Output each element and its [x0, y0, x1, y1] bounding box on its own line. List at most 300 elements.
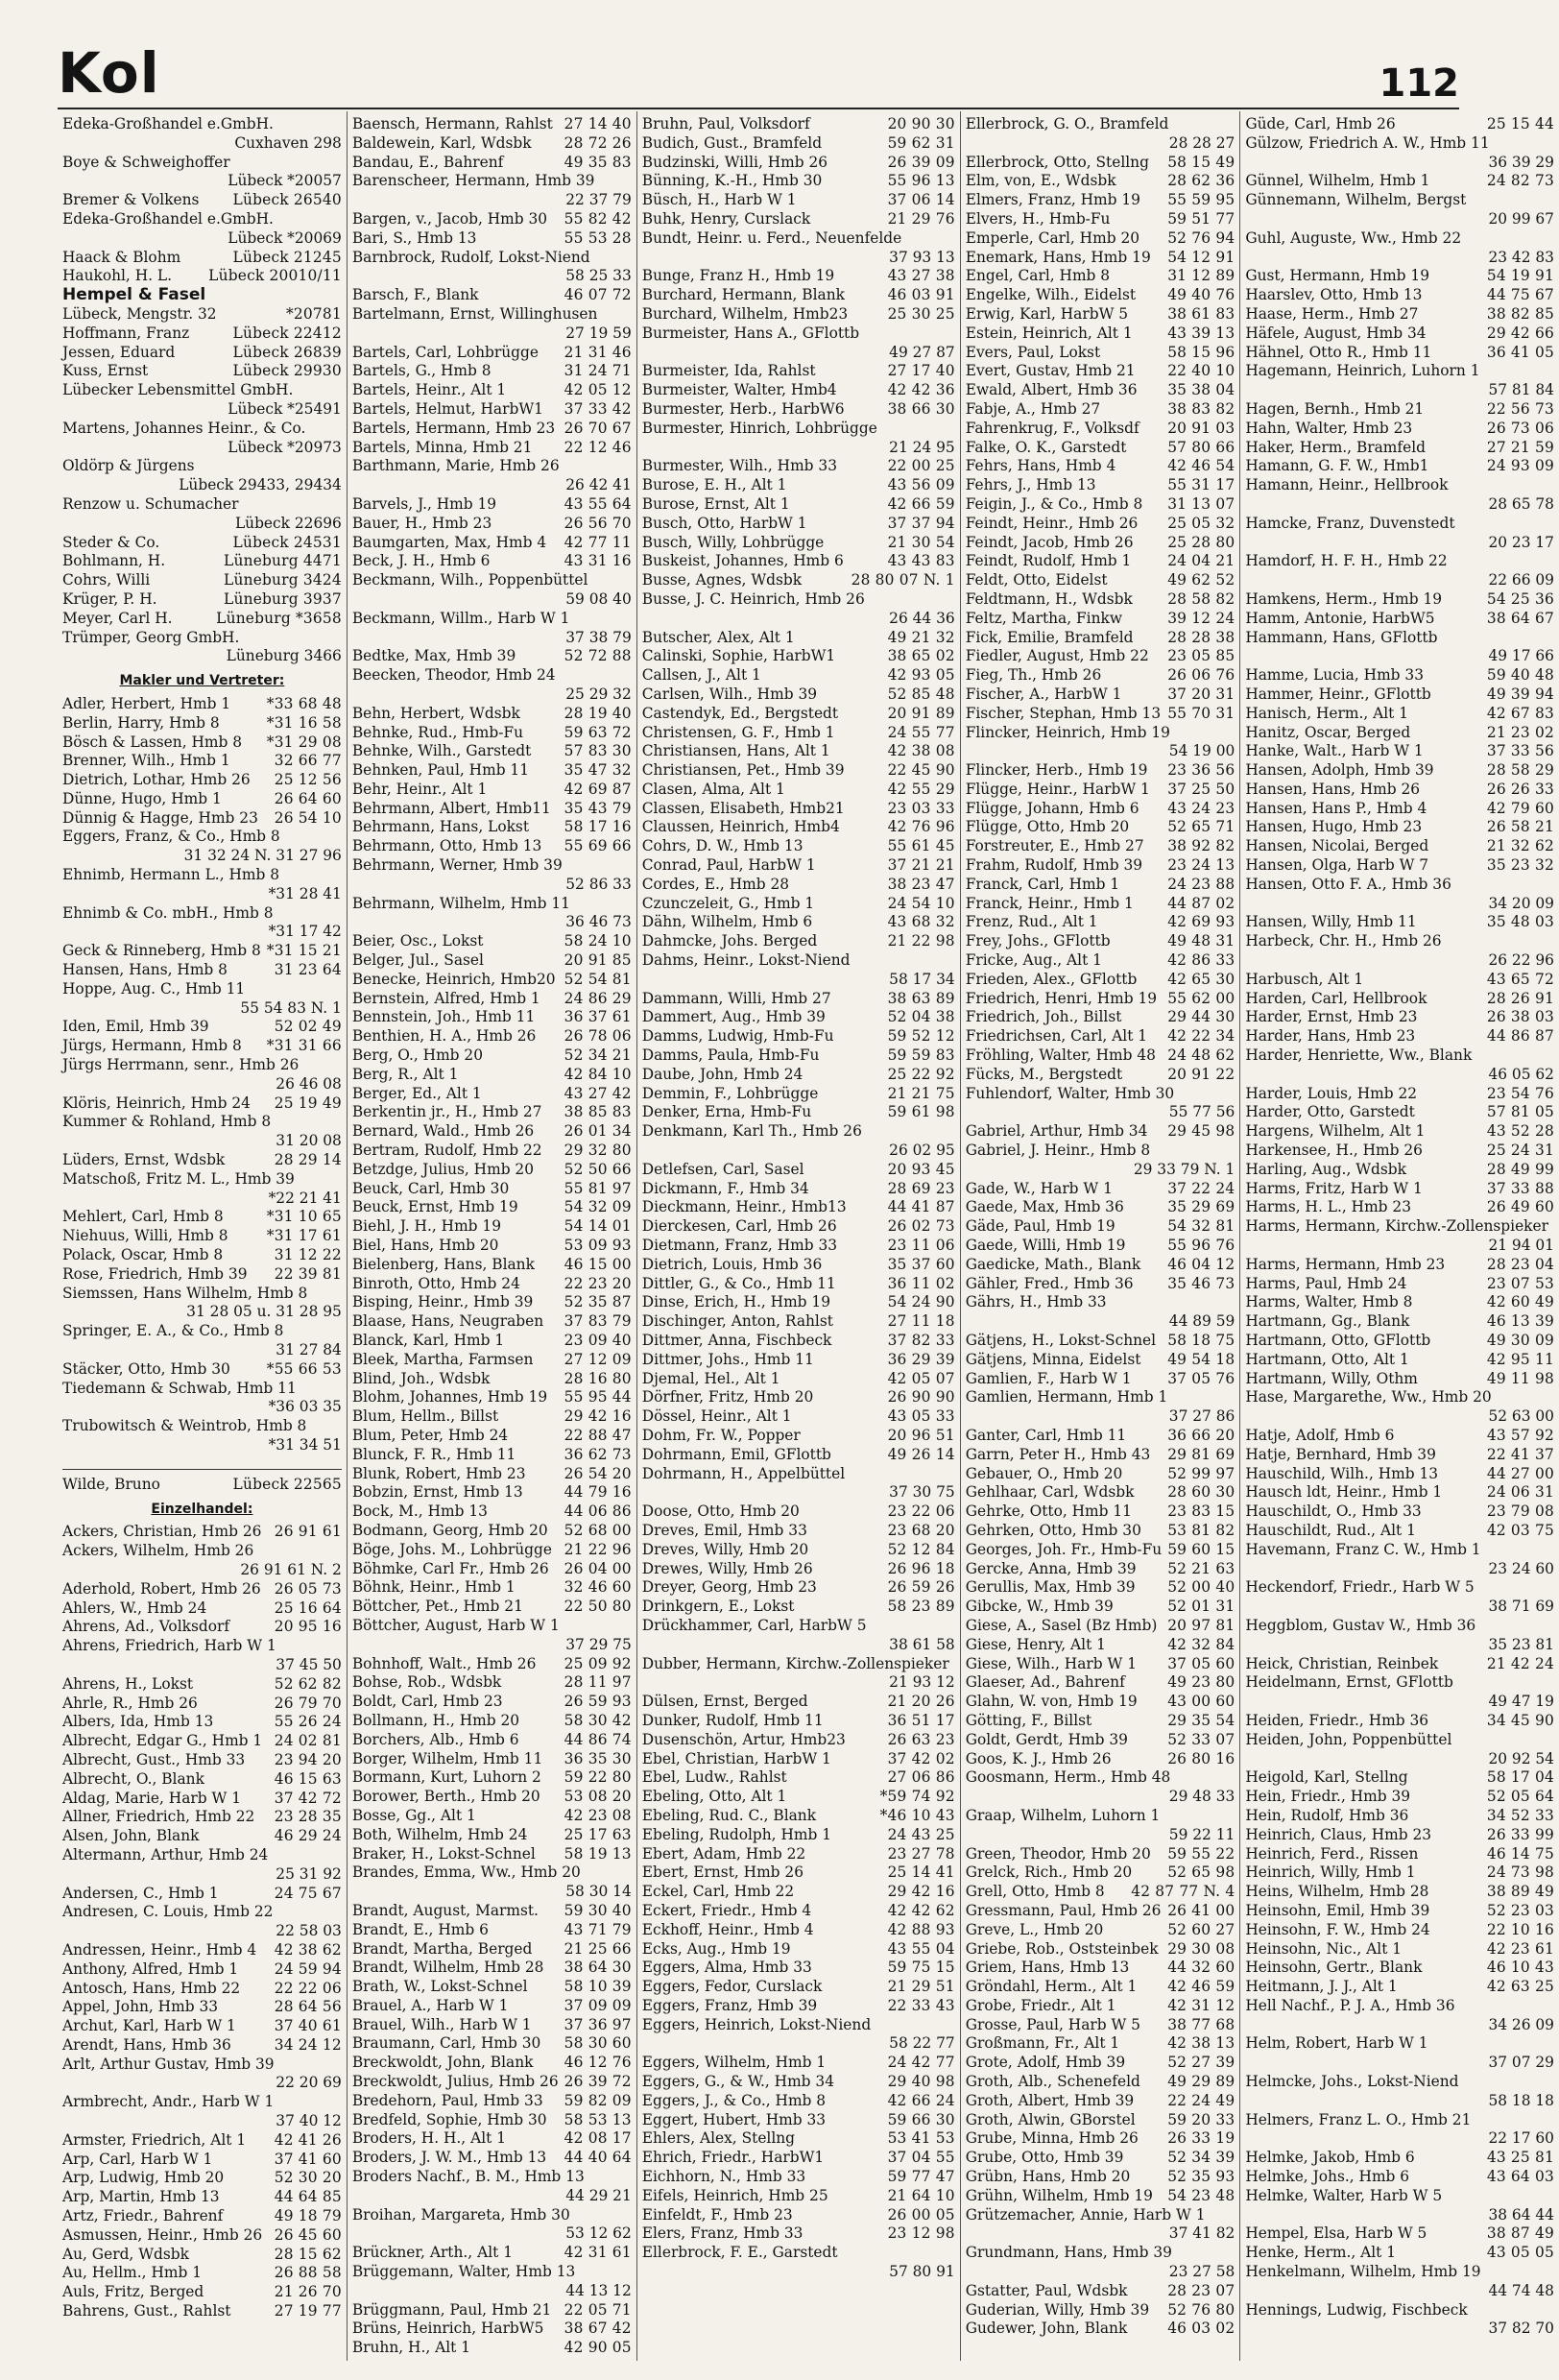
entry-number: 59 75 15 [887, 1959, 955, 1977]
entry-name: Grühn, Wilhelm, Hmb 19 [965, 2186, 1153, 2204]
entry-number-continued: 35 23 81 [1488, 1635, 1554, 1653]
entry-name: Harling, Aug., Wdsbk [1245, 1160, 1406, 1178]
directory-entry [966, 818, 1235, 837]
entry-number [1548, 1541, 1554, 1560]
entry-number: 49 39 94 [1486, 685, 1554, 703]
directory-entry [62, 1265, 342, 1285]
entry-number: 38 66 30 [887, 399, 955, 418]
entry-name: Barsch, F., Blank [351, 286, 479, 304]
directory-entry [642, 1085, 955, 1104]
entry-number: 49 21 32 [887, 628, 955, 646]
entry-number-continued: *31 17 42 [268, 923, 342, 941]
entry-number-continued: 52 63 00 [1488, 1407, 1554, 1426]
entry-name: Bennstein, Joh., Hmb 11 [351, 1008, 536, 1026]
entry-name: Grosse, Paul, Harb W 5 [965, 2015, 1140, 2033]
entry-name: Harbeck, Chr. H., Hmb 26 [1245, 932, 1442, 950]
entry-number [1548, 2034, 1554, 2054]
entry-number [336, 1542, 342, 1561]
entry-number: 28 26 91 [1486, 989, 1554, 1007]
directory-entry [966, 1522, 1235, 1541]
entry-name: Czunczeleit, G., Hmb 1 [641, 894, 815, 912]
directory-entry [1245, 913, 1554, 932]
entry-number: 43 00 60 [1167, 1693, 1235, 1711]
entry-name: Dähn, Wilhelm, Hmb 6 [641, 913, 813, 931]
directory-entry [966, 1237, 1235, 1256]
entry-name: Haukohl, H. L. [62, 267, 173, 285]
directory-entry [352, 2320, 632, 2339]
entry-number-continued: *31 28 41 [268, 884, 342, 902]
directory-entry [966, 1598, 1235, 1617]
directory-entry [62, 1580, 342, 1599]
directory-entry [62, 752, 342, 771]
entry-number: 52 50 66 [564, 1160, 632, 1178]
entry-number: 29 42 16 [564, 1407, 632, 1426]
entry-name: Greve, L., Hmb 20 [965, 1920, 1104, 1938]
entry-name: Beecken, Theodor, Hmb 24 [351, 666, 556, 685]
directory-entry [1245, 2224, 1554, 2244]
directory-entry [642, 1465, 955, 1484]
entry-number: 23 03 33 [887, 799, 955, 817]
directory-entry [966, 2168, 1235, 2187]
entry-name: Bundt, Heinr. u. Ferd., Neuenfelde [641, 228, 902, 247]
entry-number: 42 66 24 [887, 2091, 955, 2109]
entry-number: 44 64 85 [274, 2188, 342, 2206]
entry-name: Ebert, Adam, Hmb 22 [641, 1844, 806, 1863]
entry-number: 26 33 19 [1167, 2129, 1235, 2148]
entry-name: Fahrenkrug, F., Volksdf [965, 419, 1139, 437]
entry-name: Grube, Minna, Hmb 26 [965, 2129, 1139, 2148]
entry-name: Dietrich, Lothar, Hmb 26 [62, 771, 251, 789]
entry-number: 46 03 02 [1167, 2320, 1235, 2338]
entry-number-continued: 36 39 29 [1488, 153, 1554, 171]
entry-name: Harms, Walter, Hmb 8 [1245, 1293, 1413, 1311]
directory-entry [1245, 1673, 1554, 1693]
directory-entry [1245, 1122, 1554, 1142]
entry-name: Kuss, Ernst [62, 362, 149, 380]
directory-entry [352, 1407, 632, 1427]
directory-entry [642, 1541, 955, 1560]
entry-number: 25 09 92 [564, 1654, 632, 1672]
entry-number-continued: 38 61 58 [889, 1635, 955, 1653]
directory-entry [1245, 1541, 1554, 1560]
entry-number: 55 61 45 [887, 837, 955, 855]
entry-name: Bock, M., Hmb 13 [351, 1503, 488, 1521]
directory-entry [966, 1275, 1235, 1294]
entry-number [336, 420, 342, 439]
entry-number: 42 87 77 N. 4 [1131, 1883, 1235, 1901]
entry-name: Frey, Johs., GFlottb [965, 932, 1111, 950]
directory-entry [966, 2244, 1235, 2263]
directory-entry [642, 476, 955, 495]
directory-entry [642, 685, 955, 705]
directory-entry [1245, 1655, 1554, 1674]
entry-number: 42 69 93 [1167, 913, 1235, 931]
entry-number: 26 06 76 [1167, 666, 1235, 685]
entry-name: Feindt, Jacob, Hmb 26 [965, 533, 1134, 551]
entry-name: Ahrens, H., Lokst [62, 1674, 194, 1693]
entry-name: Claussen, Heinrich, Hmb4 [641, 818, 840, 836]
entry-name: Hausch ldt, Heinr., Hmb 1 [1245, 1483, 1443, 1502]
directory-entry [62, 2207, 342, 2226]
entry-number: 42 65 30 [1167, 970, 1235, 988]
entry-number: 25 28 80 [1167, 533, 1235, 551]
entry-number [336, 1637, 342, 1656]
entry-number-continued: 34 20 09 [1488, 894, 1554, 912]
directory-entry [642, 800, 955, 819]
directory-entry [352, 1731, 632, 1750]
directory-entry [966, 1142, 1235, 1161]
directory-entry [966, 1122, 1235, 1142]
entry-number: *31 29 08 [266, 733, 342, 751]
directory-entry [352, 1293, 632, 1312]
entry-name: Behnke, Rud., Hmb-Fu [351, 723, 523, 741]
directory-entry [352, 1066, 632, 1085]
entry-name: Bartels, Minna, Hmb 21 [351, 438, 533, 456]
directory-entry [966, 1465, 1235, 1484]
directory-entry [642, 1332, 955, 1351]
entry-number: 55 26 24 [274, 1713, 342, 1731]
entry-name: Dickmann, F., Hmb 34 [641, 1179, 809, 1197]
entry-name: Dohrmann, Emil, GFlottb [641, 1445, 831, 1463]
entry-name: Butscher, Alex, Alt 1 [641, 628, 795, 646]
directory-entry [352, 115, 632, 134]
entry-number [1548, 1731, 1554, 1750]
directory-entry [352, 2244, 632, 2263]
entry-number: 22 39 81 [274, 1264, 342, 1283]
entry-name: Albrecht, O., Blank [62, 1769, 204, 1788]
directory-entry [1245, 971, 1554, 990]
directory-entry [966, 1617, 1235, 1636]
entry-name: Eckhoff, Heinr., Hmb 4 [641, 1920, 814, 1938]
running-head-keyword: Kol [58, 40, 160, 106]
directory-entry [642, 666, 955, 685]
entry-name: Elers, Franz, Hmb 33 [641, 2224, 803, 2243]
entry-name: Blind, Joh., Wdsbk [351, 1369, 491, 1387]
entry-name: Bedtke, Max, Hmb 39 [351, 647, 516, 665]
entry-name: Harms, Hermann, Kirchw.-Zollenspieker [1245, 1217, 1548, 1236]
entry-name: Heckendorf, Friedr., Harb W 5 [1245, 1578, 1475, 1597]
entry-number: 42 69 87 [564, 780, 632, 798]
directory-entry [62, 629, 342, 648]
entry-number [1548, 2301, 1554, 2320]
entry-name: Baldewein, Karl, Wdsbk [351, 133, 532, 152]
directory-entry [352, 457, 632, 476]
entry-name: Helmke, Jakob, Hmb 6 [1245, 2149, 1415, 2167]
directory-entry [352, 1768, 632, 1788]
entry-number: 26 04 00 [564, 1559, 632, 1577]
entry-number: 55 53 28 [564, 228, 632, 247]
entry-number: 43 68 32 [887, 913, 955, 931]
entry-name: Andersen, C., Hmb 1 [62, 1884, 219, 1902]
entry-name: Falke, O. K., Garstedt [965, 438, 1127, 456]
directory-entry [352, 1845, 632, 1864]
entry-number: 37 41 60 [274, 2150, 342, 2168]
entry-number: 43 27 42 [564, 1084, 632, 1102]
directory-entry [642, 325, 955, 344]
entry-number: 34 52 33 [1486, 1806, 1554, 1824]
entry-number: 24 82 73 [1486, 172, 1554, 190]
directory-entry [352, 2073, 632, 2092]
entry-name: Mehlert, Carl, Hmb 8 [62, 1208, 224, 1226]
directory-entry [642, 1768, 955, 1788]
directory-entry [62, 571, 342, 590]
entry-number: 49 23 80 [1167, 1673, 1235, 1692]
entry-name: Friedrichsen, Carl, Alt 1 [965, 1027, 1148, 1046]
directory-entry [352, 305, 632, 325]
entry-name: Harder, Hans, Hmb 23 [1245, 1027, 1416, 1046]
entry-number: 25 14 41 [887, 1863, 955, 1882]
entry-name: Hauschildt, O., Hmb 33 [1245, 1503, 1422, 1521]
entry-name: Lüders, Ernst, Wdsbk [62, 1151, 226, 1169]
directory-entry [1245, 705, 1554, 724]
directory-entry [62, 733, 342, 753]
entry-number: 24 86 29 [564, 989, 632, 1007]
entry-name: Feltz, Martha, Finkw [965, 609, 1123, 627]
entry-number: 23 12 98 [887, 2224, 955, 2243]
entry-number: 23 36 56 [1167, 761, 1235, 780]
entry-name: Dammert, Aug., Hmb 39 [641, 1008, 826, 1026]
entry-number-continued: 23 42 83 [1488, 248, 1554, 266]
entry-name: Hamkens, Herm., Hmb 19 [1245, 589, 1443, 608]
directory-entry [966, 420, 1235, 439]
entry-number: 52 02 49 [274, 1018, 342, 1036]
entry-number: 54 32 81 [1167, 1217, 1235, 1236]
entry-number: 38 64 67 [1486, 609, 1554, 627]
directory-entry [966, 761, 1235, 781]
entry-number [1229, 1768, 1235, 1788]
directory-entry [642, 2149, 955, 2168]
entry-number: 55 95 44 [564, 1388, 632, 1406]
entry-number: 42 31 12 [1167, 1996, 1235, 2014]
entry-number [336, 210, 342, 229]
entry-number: 52 05 64 [1486, 1788, 1554, 1806]
directory-entry [642, 172, 955, 191]
entry-number [949, 1122, 955, 1142]
entry-name: Eifels, Heinrich, Hmb 25 [641, 2186, 828, 2204]
directory-entry [1245, 1293, 1554, 1312]
entry-name: Büsch, H., Harb W 1 [641, 191, 797, 209]
directory-entry [352, 172, 632, 191]
directory-entry [352, 1655, 632, 1674]
entry-name: Breckwoldt, John, Blank [351, 2054, 534, 2072]
entry-name: Au, Gerd, Wdsbk [62, 2245, 189, 2263]
entry-number: 26 00 05 [887, 2205, 955, 2224]
entry-name: Hatje, Bernhard, Hmb 39 [1245, 1445, 1436, 1463]
entry-name: Bahrens, Gust., Rahlst [62, 2302, 231, 2320]
directory-entry [352, 1237, 632, 1256]
entry-name: Kummer & Rohland, Hmb 8 [62, 1113, 272, 1131]
entry-name: Bartels, G., Hmb 8 [351, 362, 492, 380]
entry-name: Bollmann, H., Hmb 20 [351, 1711, 520, 1729]
entry-number: 52 60 27 [1167, 1920, 1235, 1938]
entry-number: 28 58 29 [1486, 761, 1554, 780]
entry-number: 58 19 13 [564, 1844, 632, 1863]
directory-entry [62, 695, 342, 714]
entry-name: Barthmann, Marie, Hmb 26 [351, 457, 560, 475]
entry-number: 20 96 51 [887, 1426, 955, 1444]
entry-number-continued: 25 31 92 [276, 1864, 342, 1883]
directory-entry [966, 990, 1235, 1009]
directory-entry [1245, 2244, 1554, 2263]
entry-name: Oldörp & Jürgens [62, 457, 195, 475]
entry-name: Bauer, H., Hmb 23 [351, 514, 492, 532]
directory-entry [966, 1978, 1235, 1997]
entry-name: Andresen, C. Louis, Hmb 22 [62, 1903, 274, 1921]
entry-name: Griebe, Rob., Oststeinbek [965, 1939, 1159, 1958]
entry-number: 36 41 05 [1486, 343, 1554, 361]
entry-number: 27 17 40 [887, 362, 955, 380]
directory-entry [966, 856, 1235, 876]
directory-entry [966, 552, 1235, 571]
entry-number [336, 115, 342, 134]
directory-entry [352, 800, 632, 819]
entry-number: 55 62 00 [1167, 989, 1235, 1007]
entry-name: Drückhammer, Carl, HarbW 5 [641, 1616, 867, 1634]
directory-entry [1245, 1788, 1554, 1807]
directory-entry [642, 1427, 955, 1446]
entry-name: Armster, Friedrich, Alt 1 [62, 2130, 247, 2149]
entry-name: Ebel, Ludw., Rahlst [641, 1768, 787, 1787]
entry-name: Arp, Martin, Hmb 13 [62, 2188, 220, 2206]
directory-entry [966, 1085, 1235, 1104]
entry-name: Ebeling, Rudolph, Hmb 1 [641, 1825, 831, 1843]
entry-number-continued: 53 12 62 [565, 2224, 632, 2243]
directory-entry [966, 1712, 1235, 1731]
entry-number: 42 22 34 [1167, 1027, 1235, 1046]
directory-entry [352, 1826, 632, 1845]
entry-name: Bremer & Volkens [62, 191, 200, 209]
entry-name: Bösch & Lassen, Hmb 8 [62, 733, 243, 751]
entry-name: Djemal, Hel., Alt 1 [641, 1369, 780, 1387]
entry-number [336, 1285, 342, 1304]
entry-number: 42 46 59 [1167, 1978, 1235, 1996]
entry-name: Cohrs, Willi [62, 571, 151, 589]
entry-name: Dreves, Willy, Hmb 20 [641, 1540, 809, 1558]
entry-number: 26 39 72 [564, 2073, 632, 2091]
directory-entry [352, 666, 632, 685]
directory-entry [352, 742, 632, 761]
directory-entry [642, 2016, 955, 2035]
directory-entry [642, 154, 955, 173]
directory-entry [642, 286, 955, 305]
entry-number: 22 22 06 [274, 1979, 342, 1997]
directory-entry [966, 2282, 1235, 2301]
directory-entry [966, 1921, 1235, 1940]
entry-name: Niehuus, Willi, Hmb 8 [62, 1227, 228, 1245]
entry-number: 52 62 82 [274, 1674, 342, 1693]
entry-number: 43 27 38 [887, 267, 955, 285]
entry-number: 22 33 43 [887, 1996, 955, 2014]
entry-name: Gaede, Willi, Hmb 19 [965, 1237, 1126, 1255]
entry-number: 37 42 72 [274, 1789, 342, 1807]
entry-number: 23 83 15 [1167, 1503, 1235, 1521]
entry-number: 42 95 11 [1486, 1350, 1554, 1368]
entry-name: Ahrle, R., Hmb 26 [62, 1694, 198, 1712]
entry-name: Friedrich, Joh., Billst [965, 1008, 1122, 1026]
entry-number: 37 20 31 [1167, 685, 1235, 703]
directory-entry [966, 1560, 1235, 1579]
entry-name: Auls, Fritz, Berged [62, 2283, 204, 2301]
entry-number [336, 828, 342, 847]
entry-name: Heinsohn, Emil, Hmb 39 [1245, 1901, 1430, 1919]
directory-entry [1245, 1978, 1554, 1997]
directory-entry [966, 1446, 1235, 1465]
entry-name: Götting, F., Billst [965, 1711, 1092, 1729]
entry-name: Hauschild, Wilh., Hmb 13 [1245, 1464, 1439, 1482]
column-4 [961, 111, 1241, 2361]
entry-name: Elm, von, E., Wdsbk [965, 172, 1116, 190]
directory-entry [966, 1198, 1235, 1217]
entry-number-continued: 57 81 84 [1488, 381, 1554, 399]
directory-entry [966, 286, 1235, 305]
entry-number [1548, 1046, 1554, 1066]
entry-name: Dittmer, Anna, Fischbeck [641, 1332, 832, 1349]
page-number: 112 [1379, 61, 1459, 106]
entry-name: Braumann, Carl, Hmb 30 [351, 2034, 541, 2053]
directory-entry [966, 210, 1235, 229]
entry-name: Gressmann, Paul, Hmb 26 [965, 1901, 1162, 1919]
entry-name: Ebel, Christian, HarbW 1 [641, 1749, 831, 1767]
directory-entry [1245, 1465, 1554, 1484]
entry-name: Eggert, Hubert, Hmb 33 [641, 2110, 827, 2128]
entry-name: Arlt, Arthur Gustav, Hmb 39 [62, 2055, 275, 2073]
directory-entry [642, 1293, 955, 1312]
entry-number-continued: 31 28 05 u. 31 28 95 [186, 1303, 342, 1321]
entry-number: 52 65 71 [1167, 818, 1235, 836]
entry-number: 54 12 91 [1167, 248, 1235, 266]
entry-name: Behrmann, Hans, Lokst [351, 818, 529, 836]
entry-number: 28 16 80 [564, 1369, 632, 1387]
directory-entry [642, 1217, 955, 1237]
directory-entry [62, 1732, 342, 1751]
entry-name: Groth, Alb., Schenefeld [965, 2073, 1140, 2091]
entry-number: 38 23 47 [887, 875, 955, 893]
directory-entry [642, 515, 955, 534]
header-rule [58, 108, 1459, 109]
entry-number: 54 25 36 [1486, 589, 1554, 608]
directory-entry [1245, 1217, 1554, 1237]
entry-number [1229, 1085, 1235, 1104]
entry-number: Lüneburg 3424 [224, 571, 342, 589]
column-5 [1240, 111, 1559, 2361]
directory-entry [966, 1863, 1235, 1883]
entry-number [626, 856, 632, 876]
entry-number: 52 54 81 [564, 970, 632, 988]
entry-number [1548, 134, 1554, 154]
directory-entry [642, 1388, 955, 1407]
directory-entry [1245, 590, 1554, 610]
entry-number-continued: 44 29 21 [565, 2186, 632, 2204]
entry-number: 22 88 47 [564, 1426, 632, 1444]
directory-entry [62, 1113, 342, 1132]
entry-name: Elmers, Franz, Hmb 19 [965, 191, 1140, 209]
directory-entry [966, 1807, 1235, 1826]
entry-number-continued: 22 17 60 [1488, 2129, 1554, 2148]
directory-entry [62, 1151, 342, 1170]
entry-number: 23 11 06 [887, 1237, 955, 1255]
directory-entry [352, 932, 632, 951]
entry-name: Hamann, Heinr., Hellbrook [1245, 476, 1449, 494]
entry-name: Eggers, G., & W., Hmb 34 [641, 2073, 835, 2091]
entry-number: 42 23 08 [564, 1806, 632, 1824]
entry-name: Eggers, Heinrich, Lokst-Niend [641, 2015, 872, 2033]
entry-number-continued: 28 28 27 [1168, 133, 1235, 152]
entry-number: 43 64 03 [1486, 2168, 1554, 2186]
directory-entry [352, 2129, 632, 2149]
entry-name: Friedrich, Henri, Hmb 19 [965, 989, 1158, 1007]
entry-number: 28 64 56 [274, 1998, 342, 2016]
entry-number: 46 03 91 [887, 286, 955, 304]
